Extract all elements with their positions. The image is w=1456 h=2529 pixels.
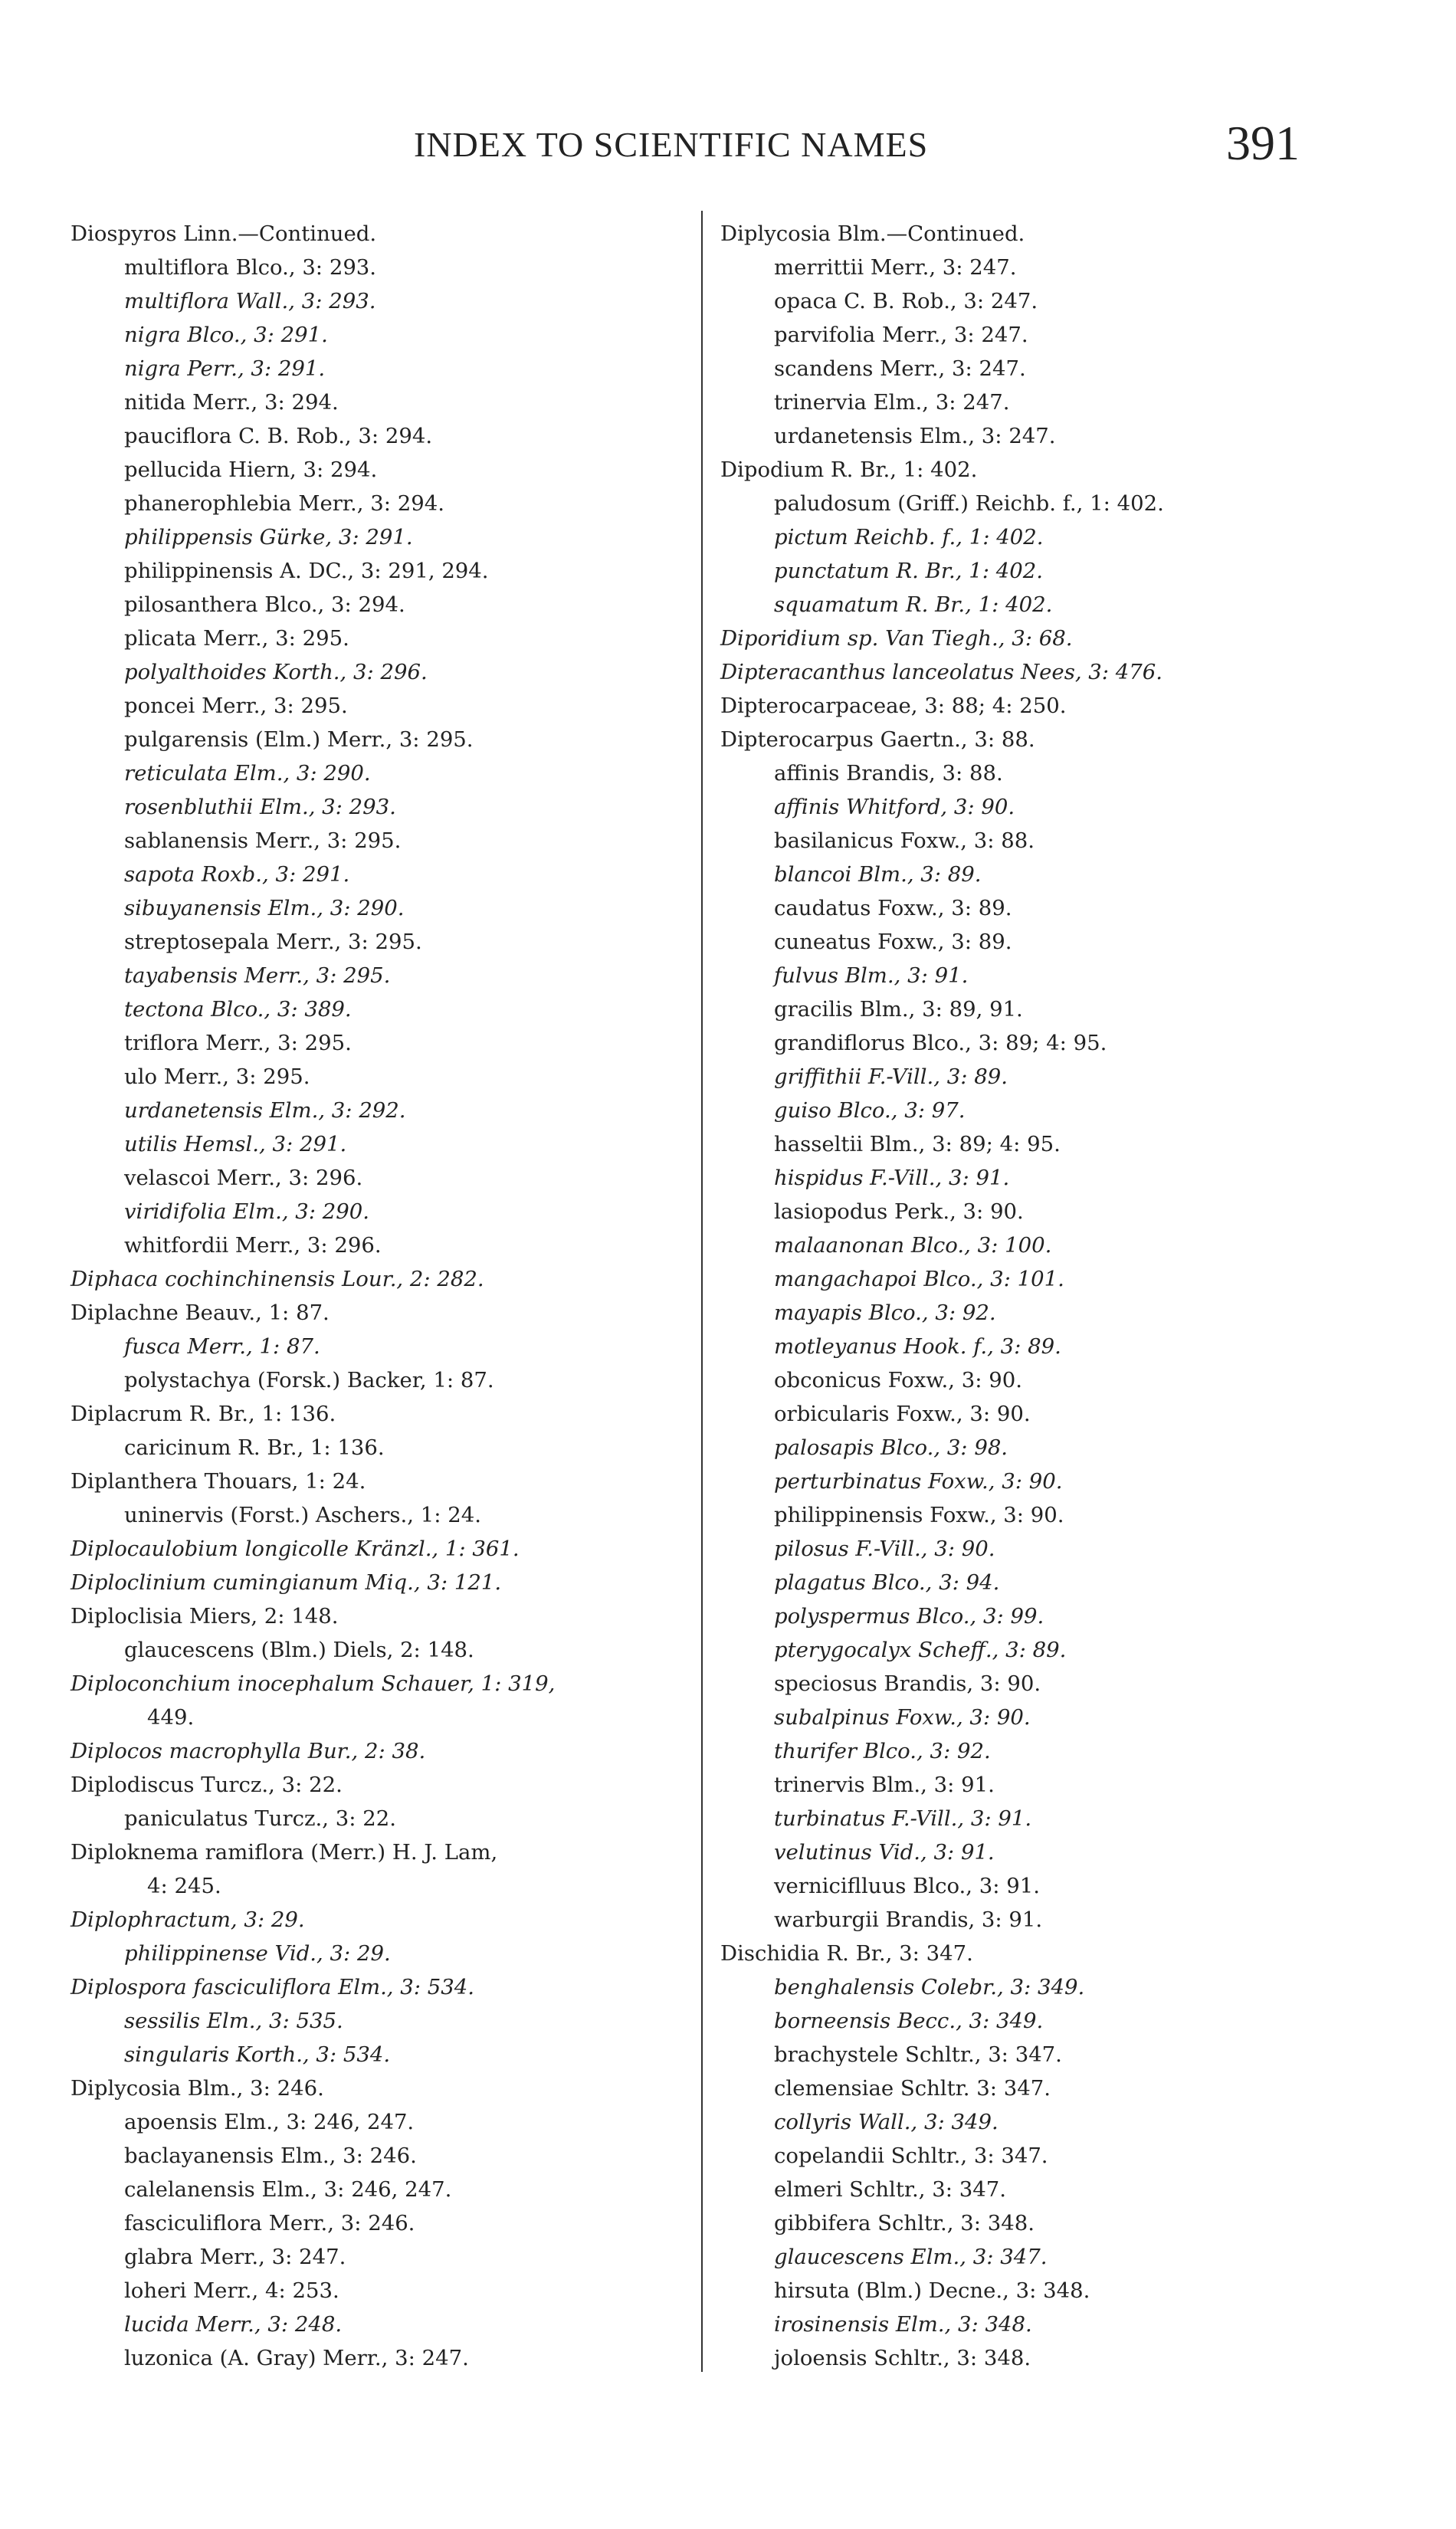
index-entry-species: philippensis Gürke, 3: 291. xyxy=(124,525,413,549)
index-entry-species: benghalensis Colebr., 3: 349. xyxy=(774,1975,1085,1999)
index-entry-species: elmeri Schltr., 3: 347. xyxy=(774,2177,1006,2202)
index-entry-species: griffithii F.-Vill., 3: 89. xyxy=(774,1064,1008,1089)
index-entry-species: streptosepala Merr., 3: 295. xyxy=(124,930,422,954)
index-entry-species: philippinense Vid., 3: 29. xyxy=(124,1941,391,1966)
index-entry-species: multiflora Wall., 3: 293. xyxy=(124,289,376,313)
index-entry-species: sibuyanensis Elm., 3: 290. xyxy=(124,896,405,920)
index-entry-species: opaca C. B. Rob., 3: 247. xyxy=(774,289,1038,313)
index-entry-species: pauciflora C. B. Rob., 3: 294. xyxy=(124,424,433,448)
index-entry-genus: Diplachne Beauv., 1: 87. xyxy=(71,1301,330,1325)
index-entry-species: glabra Merr., 3: 247. xyxy=(124,2245,346,2269)
index-entry-species: baclayanensis Elm., 3: 246. xyxy=(124,2144,417,2168)
index-entry-species: whitfordii Merr., 3: 296. xyxy=(124,1233,382,1258)
index-entry-species: grandiflorus Blco., 3: 89; 4: 95. xyxy=(774,1031,1107,1055)
index-entry-species: sessilis Elm., 3: 535. xyxy=(124,2009,343,2033)
index-entry-species: guiso Blco., 3: 97. xyxy=(774,1098,966,1123)
index-entry-species: plicata Merr., 3: 295. xyxy=(124,626,349,651)
index-entry-species: triflora Merr., 3: 295. xyxy=(124,1031,352,1055)
index-entry-species: glaucescens (Blm.) Diels, 2: 148. xyxy=(124,1638,474,1662)
index-entry-species: parvifolia Merr., 3: 247. xyxy=(774,323,1028,347)
index-entry-species: philippinensis A. DC., 3: 291, 294. xyxy=(124,559,489,583)
index-entry-species: velascoi Merr., 3: 296. xyxy=(124,1166,363,1190)
index-entry-species: squamatum R. Br., 1: 402. xyxy=(774,592,1053,617)
index-entry-species: turbinatus F.-Vill., 3: 91. xyxy=(774,1806,1032,1831)
index-entry-species: pterygocalyx Scheff., 3: 89. xyxy=(774,1638,1067,1662)
index-entry-species: trinervis Blm., 3: 91. xyxy=(774,1773,995,1797)
index-entry-species: ulo Merr., 3: 295. xyxy=(124,1064,310,1089)
index-entry-species: gibbifera Schltr., 3: 348. xyxy=(774,2211,1035,2235)
index-entry-species: urdanetensis Elm., 3: 247. xyxy=(774,424,1056,448)
index-entry-species: phanerophlebia Merr., 3: 294. xyxy=(124,491,444,516)
index-entry-species: reticulata Elm., 3: 290. xyxy=(124,761,371,786)
index-entry-species: thurifer Blco., 3: 92. xyxy=(774,1739,991,1763)
index-entry-continuation: 4: 245. xyxy=(147,1874,221,1898)
index-entry-genus: Diplospora fasciculiflora Elm., 3: 534. xyxy=(71,1975,475,1999)
index-entry-species: paludosum (Griff.) Reichb. f., 1: 402. xyxy=(774,491,1164,516)
index-entry-species: warburgii Brandis, 3: 91. xyxy=(774,1907,1043,1932)
index-entry-genus: Diphaca cochinchinensis Lour., 2: 282. xyxy=(71,1267,484,1291)
index-entry-genus: Diplodiscus Turcz., 3: 22. xyxy=(71,1773,343,1797)
index-entry-species: luzonica (A. Gray) Merr., 3: 247. xyxy=(124,2346,469,2370)
index-entry-species: fasciculiflora Merr., 3: 246. xyxy=(124,2211,415,2235)
index-entry-species: orbicularis Foxw., 3: 90. xyxy=(774,1402,1031,1426)
index-entry-species: basilanicus Foxw., 3: 88. xyxy=(774,828,1035,853)
index-entry-species: velutinus Vid., 3: 91. xyxy=(774,1840,995,1865)
index-entry-species: viridifolia Elm., 3: 290. xyxy=(124,1199,370,1224)
index-entry-species: tayabensis Merr., 3: 295. xyxy=(124,963,391,988)
index-entry-species: blancoi Blm., 3: 89. xyxy=(774,862,982,887)
index-entry-species: sapota Roxb., 3: 291. xyxy=(124,862,350,887)
index-entry-genus: Diploclisia Miers, 2: 148. xyxy=(71,1604,339,1629)
index-entry-species: philippinensis Foxw., 3: 90. xyxy=(774,1503,1064,1527)
index-entry-species: collyris Wall., 3: 349. xyxy=(774,2110,999,2134)
index-entry-species: perturbinatus Foxw., 3: 90. xyxy=(774,1469,1063,1494)
index-entry-species: clemensiae Schltr. 3: 347. xyxy=(774,2076,1051,2101)
index-entry-genus: Diplycosia Blm., 3: 246. xyxy=(71,2076,324,2101)
index-entry-species: copelandii Schltr., 3: 347. xyxy=(774,2144,1048,2168)
index-entry-genus: Diplophractum, 3: 29. xyxy=(71,1907,305,1932)
index-entry-species: pulgarensis (Elm.) Merr., 3: 295. xyxy=(124,727,474,752)
index-entry-species: nigra Perr., 3: 291. xyxy=(124,356,326,381)
index-entry-species: hasseltii Blm., 3: 89; 4: 95. xyxy=(774,1132,1061,1156)
index-entry-species: scandens Merr., 3: 247. xyxy=(774,356,1026,381)
index-entry-species: pilosus F.-Vill., 3: 90. xyxy=(774,1537,995,1561)
index-entry-species: trinervia Elm., 3: 247. xyxy=(774,390,1010,415)
index-entry-species: loheri Merr., 4: 253. xyxy=(124,2278,339,2303)
index-entry-species: palosapis Blco., 3: 98. xyxy=(774,1435,1008,1460)
index-entry-species: plagatus Blco., 3: 94. xyxy=(774,1570,1000,1595)
index-entry-species: gracilis Blm., 3: 89, 91. xyxy=(774,997,1023,1022)
index-entry-species: polyspermus Blco., 3: 99. xyxy=(774,1604,1044,1629)
index-entry-genus: Diplycosia Blm.—Continued. xyxy=(720,221,1025,246)
index-entry-species: obconicus Foxw., 3: 90. xyxy=(774,1368,1022,1392)
left-index-column xyxy=(71,217,714,2375)
index-entry-species: joloensis Schltr., 3: 348. xyxy=(774,2346,1031,2370)
index-entry-species: hirsuta (Blm.) Decne., 3: 348. xyxy=(774,2278,1090,2303)
index-entry-species: borneensis Becc., 3: 349. xyxy=(774,2009,1044,2033)
index-entry-genus: Diploknema ramiflora (Merr.) H. J. Lam, xyxy=(71,1840,498,1865)
index-entry-species: tectona Blco., 3: 389. xyxy=(124,997,352,1022)
index-entry-species: merrittii Merr., 3: 247. xyxy=(774,255,1017,280)
index-entry-species: nigra Blco., 3: 291. xyxy=(124,323,328,347)
index-entry-species: cuneatus Foxw., 3: 89. xyxy=(774,930,1012,954)
index-entry-species: malaanonan Blco., 3: 100. xyxy=(774,1233,1052,1258)
running-head-title: INDEX TO SCIENTIFIC NAMES xyxy=(414,125,929,164)
index-entry-genus: Diploconchium inocephalum Schauer, 1: 319, xyxy=(71,1671,556,1696)
index-entry-species: singularis Korth., 3: 534. xyxy=(124,2042,391,2067)
index-entry-species: brachystele Schltr., 3: 347. xyxy=(774,2042,1062,2067)
index-entry-species: urdanetensis Elm., 3: 292. xyxy=(124,1098,406,1123)
index-entry-species: affinis Whitford, 3: 90. xyxy=(774,795,1015,819)
index-entry-species: pictum Reichb. f., 1: 402. xyxy=(774,525,1044,549)
index-entry-species: subalpinus Foxw., 3: 90. xyxy=(774,1705,1031,1730)
page-number: 391 xyxy=(1226,116,1300,170)
index-entry-species: caudatus Foxw., 3: 89. xyxy=(774,896,1012,920)
index-entry-species: pellucida Hiern, 3: 294. xyxy=(124,458,378,482)
index-entry-genus: Dipteracanthus lanceolatus Nees, 3: 476. xyxy=(720,660,1163,684)
index-entry-continuation: 449. xyxy=(147,1705,195,1730)
index-entry-species: sablanensis Merr., 3: 295. xyxy=(124,828,402,853)
index-entry-species: apoensis Elm., 3: 246, 247. xyxy=(124,2110,415,2134)
index-entry-genus: Dipodium R. Br., 1: 402. xyxy=(720,458,978,482)
index-entry-species: speciosus Brandis, 3: 90. xyxy=(774,1671,1041,1696)
index-entry-species: affinis Brandis, 3: 88. xyxy=(774,761,1003,786)
index-entry-species: calelanensis Elm., 3: 246, 247. xyxy=(124,2177,452,2202)
index-entry-species: rosenbluthii Elm., 3: 293. xyxy=(124,795,396,819)
index-entry-genus: Diporidium sp. Van Tiegh., 3: 68. xyxy=(720,626,1073,651)
index-entry-species: poncei Merr., 3: 295. xyxy=(124,694,348,718)
index-entry-genus: Diplocos macrophylla Bur., 2: 38. xyxy=(71,1739,426,1763)
index-entry-species: mangachapoi Blco., 3: 101. xyxy=(774,1267,1064,1291)
index-entry-species: polystachya (Forsk.) Backer, 1: 87. xyxy=(124,1368,494,1392)
index-entry-species: caricinum R. Br., 1: 136. xyxy=(124,1435,385,1460)
index-entry-species: polyalthoides Korth., 3: 296. xyxy=(124,660,428,684)
index-entry-species: mayapis Blco., 3: 92. xyxy=(774,1301,996,1325)
index-entry-species: multiflora Blco., 3: 293. xyxy=(124,255,377,280)
page-header xyxy=(0,115,1456,184)
index-entry-genus: Diplacrum R. Br., 1: 136. xyxy=(71,1402,336,1426)
index-entry-genus: Diospyros Linn.—Continued. xyxy=(71,221,377,246)
index-entry-species: hispidus F.-Vill., 3: 91. xyxy=(774,1166,1010,1190)
index-entry-genus: Diplanthera Thouars, 1: 24. xyxy=(71,1469,366,1494)
index-entry-species: irosinensis Elm., 3: 348. xyxy=(774,2312,1032,2337)
index-entry-genus: Diploclinium cumingianum Miq., 3: 121. xyxy=(71,1570,502,1595)
index-entry-species: nitida Merr., 3: 294. xyxy=(124,390,339,415)
index-entry-species: motleyanus Hook. f., 3: 89. xyxy=(774,1334,1061,1359)
index-entry-species: uninervis (Forst.) Aschers., 1: 24. xyxy=(124,1503,481,1527)
index-entry-species: fusca Merr., 1: 87. xyxy=(124,1334,320,1359)
right-index-column xyxy=(720,217,1349,2375)
index-entry-genus: Dipterocarpaceae, 3: 88; 4: 250. xyxy=(720,694,1067,718)
index-entry-genus: Dischidia R. Br., 3: 347. xyxy=(720,1941,973,1966)
index-entry-genus: Dipterocarpus Gaertn., 3: 88. xyxy=(720,727,1035,752)
index-entry-species: lucida Merr., 3: 248. xyxy=(124,2312,343,2337)
index-entry-species: glaucescens Elm., 3: 347. xyxy=(774,2245,1048,2269)
index-entry-species: fulvus Blm., 3: 91. xyxy=(774,963,969,988)
index-entry-species: pilosanthera Blco., 3: 294. xyxy=(124,592,405,617)
index-entry-genus: Diplocaulobium longicolle Kränzl., 1: 361. xyxy=(71,1537,520,1561)
index-entry-species: verniciflluus Blco., 3: 91. xyxy=(774,1874,1041,1898)
index-entry-species: lasiopodus Perk., 3: 90. xyxy=(774,1199,1024,1224)
index-entry-species: utilis Hemsl., 3: 291. xyxy=(124,1132,347,1156)
index-entry-species: paniculatus Turcz., 3: 22. xyxy=(124,1806,396,1831)
index-entry-species: punctatum R. Br., 1: 402. xyxy=(774,559,1043,583)
